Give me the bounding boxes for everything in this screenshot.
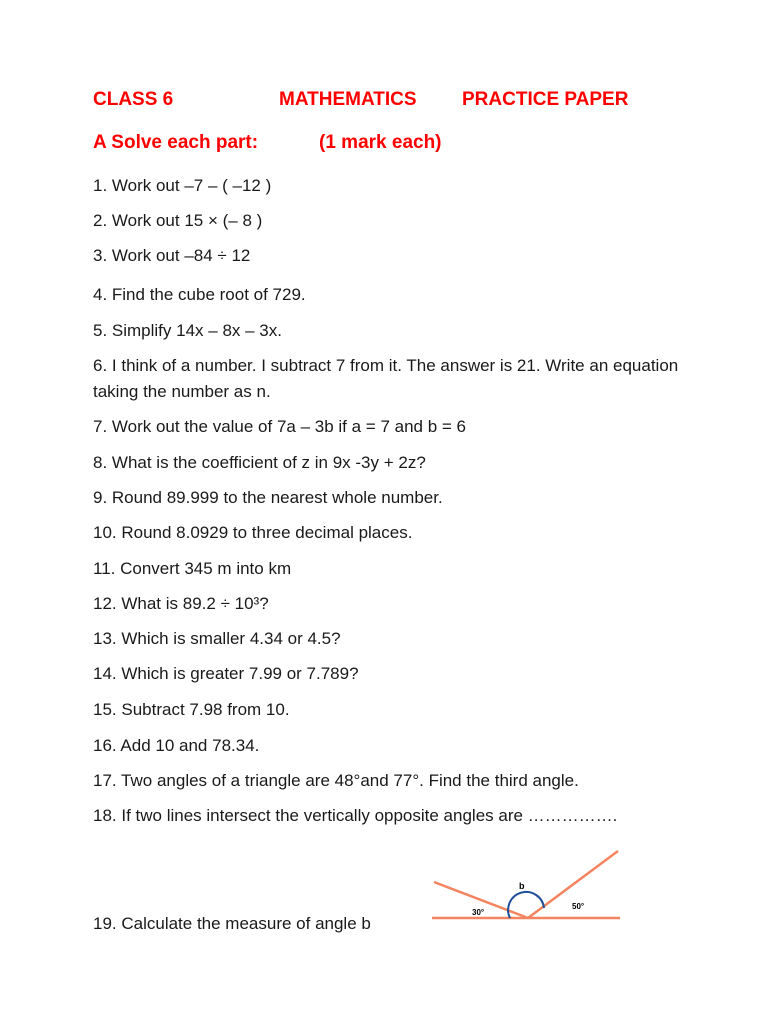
question-15: 15. Subtract 7.98 from 10. — [93, 700, 290, 719]
angle-50-label: 50° — [572, 902, 585, 911]
question-18: 18. If two lines intersect the vertically opposite angles are ……………. — [93, 806, 618, 825]
question-8: 8. What is the coefficient of z in 9x -3y + 2z? — [93, 453, 426, 472]
question-9: 9. Round 89.999 to the nearest whole number. — [93, 488, 443, 507]
question-19: 19. Calculate the measure of angle b — [93, 914, 371, 933]
angle-diagram — [428, 846, 624, 928]
header-paper-type: PRACTICE PAPER — [462, 89, 629, 110]
question-6: 6. I think of a number. I subtract 7 from it. The answer is 21. Write an equation taking the number as n. — [93, 356, 679, 401]
angle-b-label: b — [519, 881, 525, 891]
section-a-title: A Solve each part: — [93, 132, 259, 153]
question-16: 16. Add 10 and 78.34. — [93, 736, 260, 755]
question-17: 17. Two angles of a triangle are 48°and 77°. Find the third angle. — [93, 771, 579, 790]
question-1: 1. Work out –7 – ( –12 ) — [93, 176, 272, 195]
question-13: 13. Which is smaller 4.34 or 4.5? — [93, 629, 341, 648]
question-11: 11. Convert 345 m into km — [93, 559, 292, 578]
header-subject: MATHEMATICS — [279, 89, 417, 110]
section-a-marks: (1 mark each) — [319, 132, 442, 153]
angle-b-arc — [508, 892, 544, 918]
question-12: 12. What is 89.2 ÷ 10³? — [93, 594, 269, 613]
header-class: CLASS 6 — [93, 89, 174, 110]
question-10: 10. Round 8.0929 to three decimal places. — [93, 523, 413, 542]
question-14: 14. Which is greater 7.99 or 7.789? — [93, 664, 359, 683]
question-2: 2. Work out 15 × (– 8 ) — [93, 211, 263, 230]
question-4: 4. Find the cube root of 729. — [93, 285, 306, 304]
question-3: 3. Work out –84 ÷ 12 — [93, 246, 251, 265]
question-5: 5. Simplify 14x – 8x – 3x. — [93, 321, 282, 340]
angle-30-label: 30° — [472, 908, 485, 917]
question-7: 7. Work out the value of 7a – 3b if a = 7 and b = 6 — [93, 417, 466, 436]
